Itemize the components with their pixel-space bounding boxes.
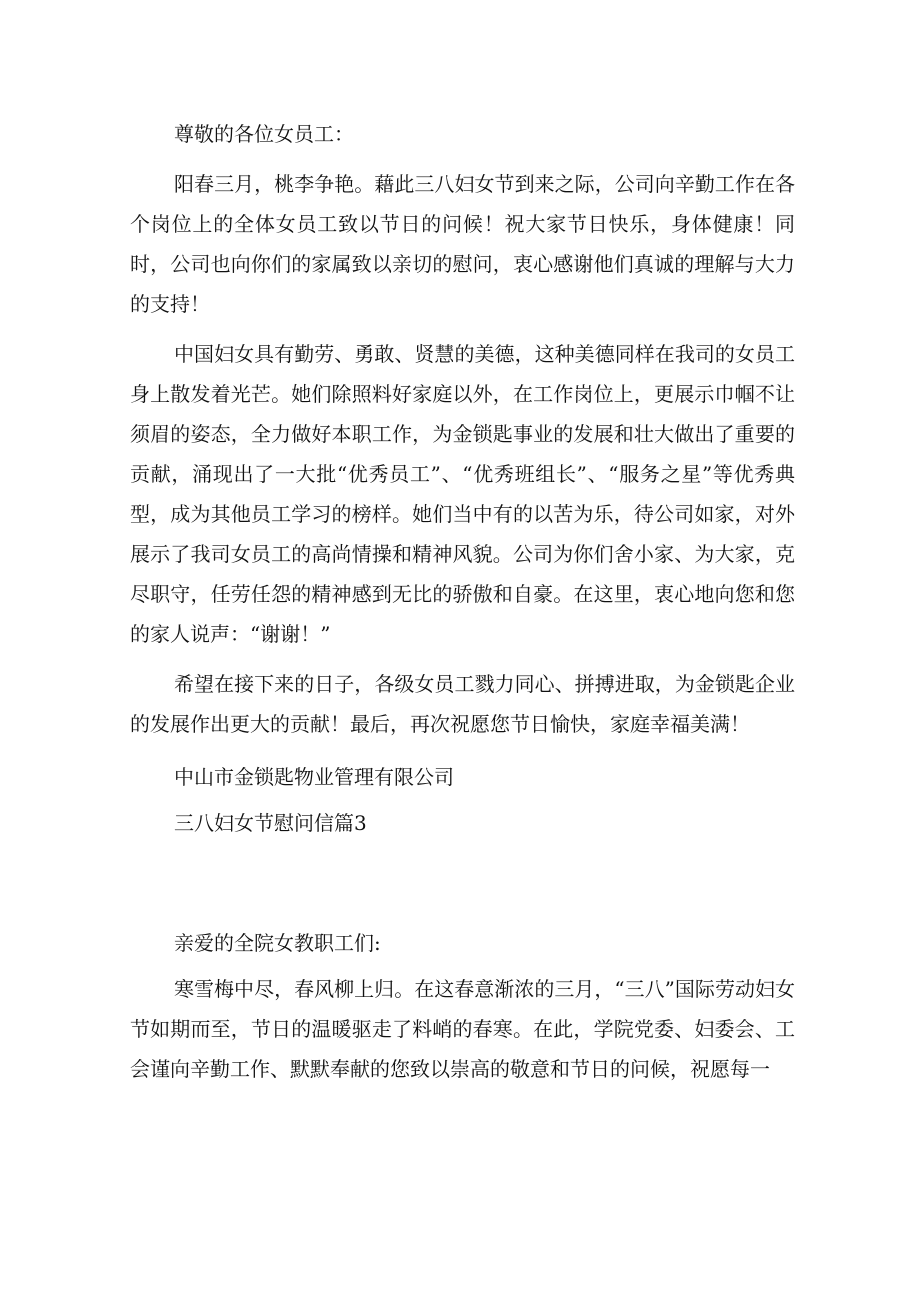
letter1-salutation: 尊敬的各位女员工： [174,122,354,146]
document-body [130,114,795,1089]
letter1-paragraph-1: 阳春三月，桃李争艳。藉此三八妇女节到来之际，公司向辛勤工作在各个岗位上的全体女员工致以节日的问候！祝大家节日快乐，身体健康！同时，公司也向你们的家属致以亲切的慰问，衷心感谢他们真诚的理解与大力的支持！ [130,172,795,316]
letter2-paragraph-1: 寒雪梅中尽，春风柳上归。在这春意渐浓的三月，“三八”国际劳动妇女节如期而至，节日的温暖驱走了料峭的春寒。在此，学院党委、妇委会、工会谨向辛勤工作、默默奉献的您致以崇高的敬意和节日的问候，祝愿每一 [130,977,795,1081]
letter1-paragraph-3: 希望在接下来的日子，各级女员工戮力同心、拼搏进取，为金锁匙企业的发展作出更大的贡献！最后，再次祝愿您节日愉快，家庭幸福美满！ [130,672,795,736]
letter1-signature: 中山市金锁匙物业管理有限公司 [174,765,454,789]
section-title: 三八妇女节慰问信篇3 [174,811,367,835]
letter1-paragraph-2: 中国妇女具有勤劳、勇敢、贤慧的美德，这种美德同样在我司的女员工身上散发着光芒。她们除照料好家庭以外，在工作岗位上，更展示巾帼不让须眉的姿态，全力做好本职工作，为金锁匙事业的发展和壮大做出了重要的贡献，涌现出了一大批“优秀员工”、“优秀班组长”、“服务之星”等优秀典型，成为其他员工学习的榜样。她们当中有的以苦为乐，待公司如家，对外展示了我司女员工的高尚情操和精神风貌。公司为你们舍小家、为大家，克尽职守，任劳任怨的精神感到无比的骄傲和自豪。在这里，衷心地向您和您的家人说声：“谢谢！” [130,342,795,646]
letter2-salutation: 亲爱的全院女教职工们: [174,931,381,955]
